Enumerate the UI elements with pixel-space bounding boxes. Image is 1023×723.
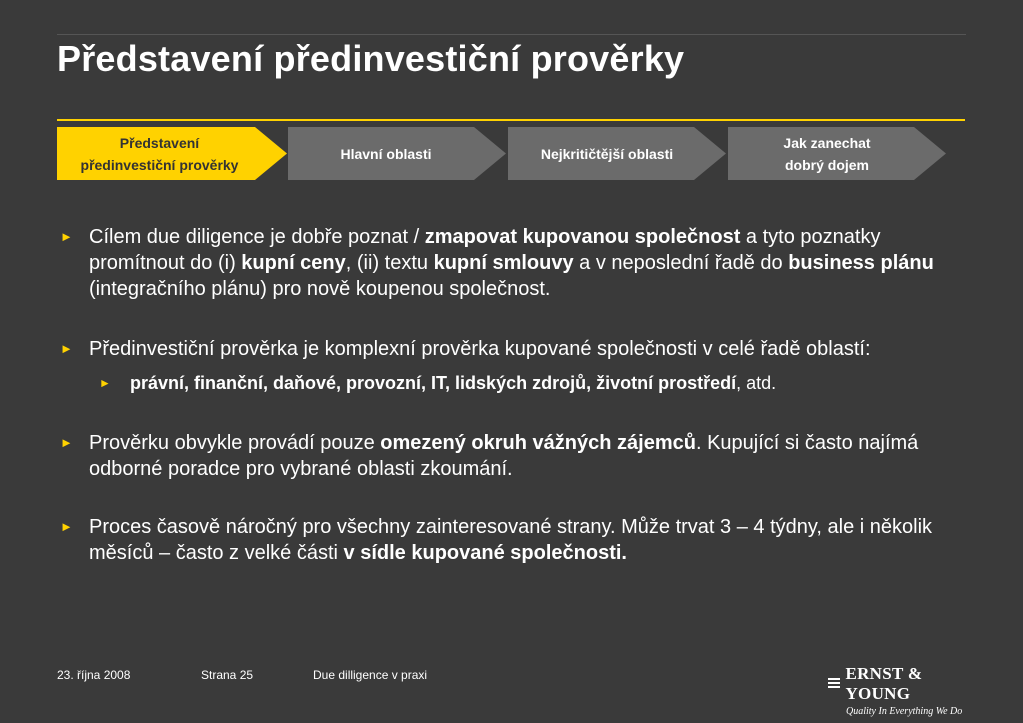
process-step-label: Nejkritičtější oblasti	[540, 145, 674, 162]
bullet-arrow-icon: ►	[60, 435, 73, 450]
process-navigation	[57, 127, 957, 180]
process-step-label: Představení předinvestiční prověrky	[80, 134, 239, 173]
bullet-arrow-icon: ►	[60, 341, 73, 356]
process-step-good-impression[interactable]	[728, 127, 946, 180]
footer-topic: Due dilligence v praxi	[313, 668, 428, 682]
ernst-young-logo	[828, 664, 968, 717]
title-rule	[57, 119, 965, 121]
process-step-main-areas[interactable]	[288, 127, 506, 180]
bullet-item: ► Proces časově náročný pro všechny zainteresované strany. Může trvat 3 – 4 týdny, ale i několik měsíců – často z velké části v sídle kupované společnosti.	[60, 516, 933, 564]
logo-tagline: Quality In Everything We Do	[846, 706, 963, 717]
process-step-label: Jak zanechat dobrý dojem	[783, 134, 871, 173]
bullet-arrow-icon: ►	[99, 376, 111, 390]
footer-date: 23. října 2008	[57, 668, 131, 682]
ey-logo-icon	[828, 677, 841, 691]
logo-name: ERNST & YOUNG	[845, 664, 923, 703]
bullet-arrow-icon: ►	[60, 519, 73, 534]
slide-body	[57, 224, 957, 566]
bullet-item: ► Cílem due diligence je dobře poznat / zmapovat kupovanou společnost a tyto poznatky promítnout do (i) kupní ceny, (ii) textu kupní smlouvy a v neposlední řadě do business plánu (integračního plánu) pro nově koupenou společnost.	[60, 226, 934, 300]
slide-title: Představení předinvestiční prověrky	[57, 38, 685, 79]
top-divider	[57, 34, 966, 35]
bullet-item: ► Prověrku obvykle provádí pouze omezený okruh vážných zájemců. Kupující si často najímá odborné poradce pro vybrané oblasti zkoumání.	[60, 432, 919, 480]
bullet-item: ► Předinvestiční prověrka je komplexní prověrka kupované společnosti v celé řadě oblastí:	[60, 338, 871, 360]
process-step-critical-areas[interactable]	[508, 127, 726, 180]
sub-bullet-item: ► právní, finanční, daňové, provozní, IT, lidských zdrojů, životní prostředí, atd.	[57, 370, 957, 396]
process-step-introduction[interactable]	[57, 127, 287, 180]
process-step-label: Hlavní oblasti	[340, 145, 432, 162]
bullet-arrow-icon: ►	[60, 229, 73, 244]
footer-page-number: Strana 25	[201, 668, 254, 682]
